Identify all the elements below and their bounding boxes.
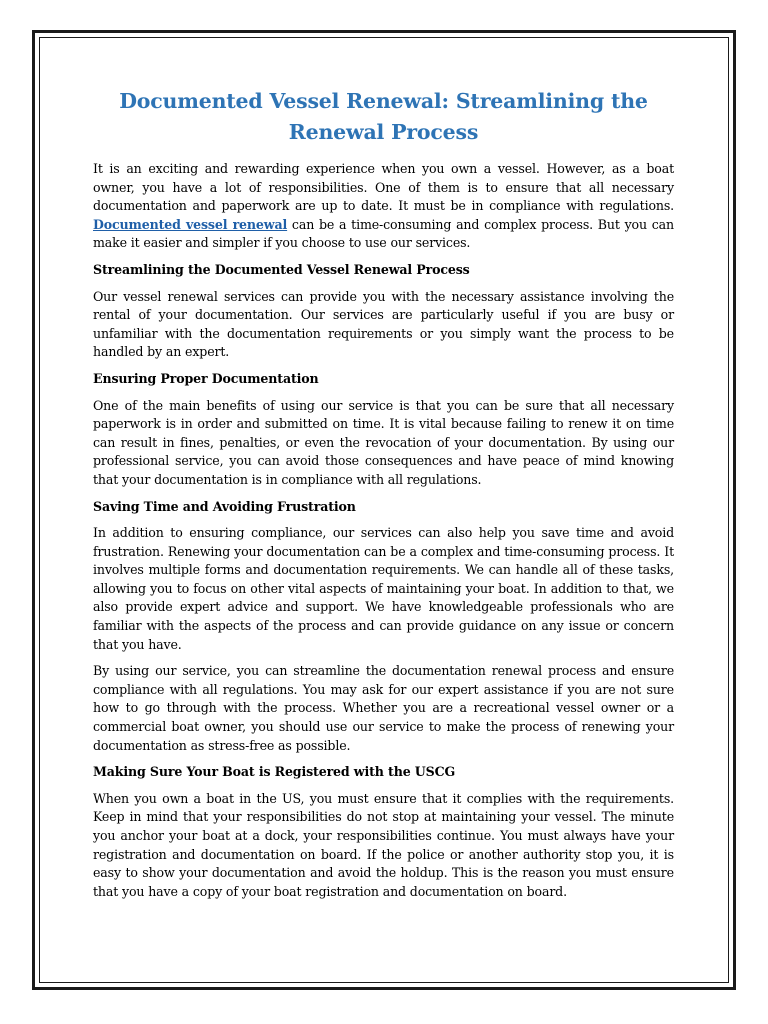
- intro-text-before-link: It is an exciting and rewarding experience when you own a vessel. However, as a boat owner, you have a lot of responsibilities. One of them is to ensure that all necessary documentation and paperwork are up to date. It must be in compliance with regulations.: [93, 161, 674, 214]
- section-paragraph: When you own a boat in the US, you must ensure that it complies with the requirements. Keep in mind that your responsibilities do not stop at maintaining your vessel. The minute you anchor your boat at a dock, your responsibilities continue. You must always have your registration and documentation on board. If the police or another authority stop you, it is easy to show your documentation and avoid the holdup. This is the reason you must ensure that you have a copy of your boat registration and documentation on board.: [93, 790, 674, 899]
- intro-paragraph: [93, 160, 674, 253]
- section-paragraph: One of the main benefits of using our service is that you can be sure that all necessary paperwork is in order and submitted on time. It is vital because failing to renew it on time can result in fines, penalties, or even the revocation of your documentation. By using our professional service, you can avoid those consequences and have peace of mind knowing that your documentation is in compliance with all regulations.: [93, 397, 674, 487]
- section-paragraph: Our vessel renewal services can provide you with the necessary assistance involving the rental of your documentation. Our services are particularly useful if you are busy or unfamiliar with the documentation requirements or you simply want the process to be handled by an expert.: [93, 288, 674, 360]
- section-heading-streamlining: Streamlining the Documented Vessel Renewal Process: [93, 261, 470, 277]
- page-title: Documented Vessel Renewal: Streamlining the Renewal Process: [119, 89, 648, 144]
- section-paragraph: By using our service, you can streamline the documentation renewal process and ensure compliance with all regulations. You may ask for our expert assistance if you are not sure how to go through with the process. Whether you are a recreational vessel owner or a commercial boat owner, you should use our service to make the process of renewing your documentation as stress-free as possible.: [93, 663, 674, 753]
- section-heading-saving-time: Saving Time and Avoiding Frustration: [93, 498, 356, 514]
- intro-text-after-link: can be a time-consuming and complex process. But you can make it easier and simpler if you choose to use our services.: [93, 216, 674, 251]
- section-heading-proper-documentation: Ensuring Proper Documentation: [93, 370, 319, 386]
- documented-vessel-renewal-link[interactable]: Documented vessel renewal: [93, 216, 288, 232]
- document-body: [93, 86, 674, 909]
- section-paragraph: In addition to ensuring compliance, our services can also help you save time and avoid frustration. Renewing your documentation can be a complex and time-consuming process. It involves multiple forms and documentation requirements. We can handle all of these tasks, allowing you to focus on other vital aspects of maintaining your boat. In addition to that, we also provide expert advice and support. We have knowledgeable professionals who are familiar with the aspects of the process and can provide guidance on any issue or concern that you have.: [93, 525, 674, 652]
- section-heading-uscg-registration: Making Sure Your Boat is Registered with the USCG: [93, 764, 456, 780]
